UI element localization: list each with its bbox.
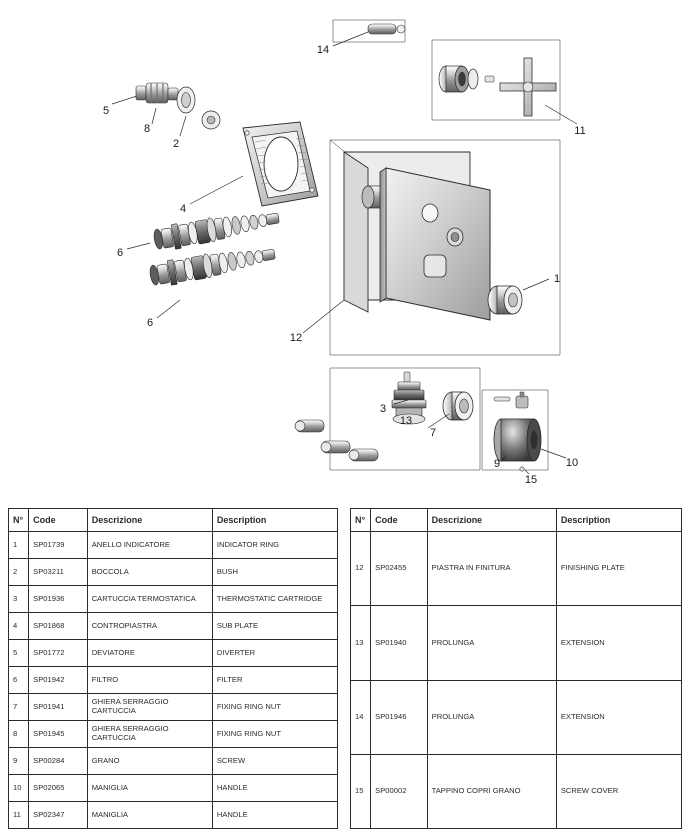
cell-description: THERMOSTATIC CARTRIDGE <box>212 586 337 613</box>
callout-2: 2 <box>172 138 180 150</box>
parts-tables <box>0 508 698 829</box>
cell-descrizione: MANIGLIA <box>87 775 212 802</box>
cell-descrizione: TAPPINO COPRI GRANO <box>427 754 556 828</box>
callout-8: 8 <box>143 123 151 135</box>
cell-code: SP01739 <box>29 532 88 559</box>
cell-number: 5 <box>9 640 29 667</box>
cell-description: BUSH <box>212 559 337 586</box>
cell-code: SP03211 <box>29 559 88 586</box>
callout-10: 10 <box>565 457 579 469</box>
cell-code: SP02065 <box>29 775 88 802</box>
cell-code: SP01940 <box>371 606 428 680</box>
cell-description: HANDLE <box>212 775 337 802</box>
cell-number: 7 <box>9 694 29 721</box>
table-header-row <box>9 509 338 532</box>
callout-6-lower: 6 <box>146 317 154 329</box>
cell-code: SP02455 <box>371 532 428 606</box>
part-fixing-ring-nut-7 <box>443 392 473 420</box>
cell-code: SP01945 <box>29 721 88 748</box>
header-code: Code <box>371 509 428 532</box>
table-row <box>351 680 682 754</box>
cell-code: SP01772 <box>29 640 88 667</box>
table-row <box>351 532 682 606</box>
cell-descrizione: GRANO <box>87 748 212 775</box>
cell-code: SP01941 <box>29 694 88 721</box>
cell-number: 10 <box>9 775 29 802</box>
cell-description: DIVERTER <box>212 640 337 667</box>
header-number: N° <box>351 509 371 532</box>
cell-number: 15 <box>351 754 371 828</box>
header-description: Description <box>556 509 681 532</box>
table-row <box>9 559 338 586</box>
cell-description: FIXING RING NUT <box>212 721 337 748</box>
cell-description: EXTENSION <box>556 680 681 754</box>
header-descrizione: Descrizione <box>87 509 212 532</box>
cell-description: HANDLE <box>212 802 337 829</box>
cell-number: 3 <box>9 586 29 613</box>
cell-descrizione: MANIGLIA <box>87 802 212 829</box>
part-extension-14 <box>333 20 405 46</box>
cell-description: INDICATOR RING <box>212 532 337 559</box>
callout-6-upper: 6 <box>116 247 124 259</box>
cell-description: EXTENSION <box>556 606 681 680</box>
cell-descrizione: GHIERA SERRAGGIO CARTUCCIA <box>87 694 212 721</box>
cell-number: 1 <box>9 532 29 559</box>
part-fixing-ring-nut-8 <box>177 87 195 113</box>
cell-descrizione: ANELLO INDICATORE <box>87 532 212 559</box>
callout-3: 3 <box>379 403 387 415</box>
cell-code: SP01946 <box>371 680 428 754</box>
cell-descrizione: PROLUNGA <box>427 606 556 680</box>
cell-descrizione: FILTRO <box>87 667 212 694</box>
cell-number: 14 <box>351 680 371 754</box>
table-row <box>9 586 338 613</box>
cell-description: FINISHING PLATE <box>556 532 681 606</box>
cartridge-stack-lower <box>148 242 276 318</box>
table-row <box>9 748 338 775</box>
callout-12: 12 <box>289 332 303 344</box>
part-bush <box>202 111 220 129</box>
table-row <box>351 754 682 828</box>
handle-11-group <box>432 40 577 124</box>
callout-13: 13 <box>399 415 413 427</box>
cell-descrizione: GHIERA SERRAGGIO CARTUCCIA <box>87 721 212 748</box>
part-diverter <box>136 83 178 103</box>
cell-code: SP01868 <box>29 613 88 640</box>
part-sub-plate <box>190 122 318 206</box>
cell-description: FILTER <box>212 667 337 694</box>
cell-number: 11 <box>9 802 29 829</box>
table-row <box>9 613 338 640</box>
parts-table-left <box>8 508 338 829</box>
table-row <box>351 606 682 680</box>
cell-code: SP00284 <box>29 748 88 775</box>
callout-1: 1 <box>553 273 561 285</box>
cell-number: 9 <box>9 748 29 775</box>
cell-number: 12 <box>351 532 371 606</box>
cell-descrizione: BOCCOLA <box>87 559 212 586</box>
diverter-assembly-group <box>112 83 220 136</box>
part-extension-13 <box>295 420 378 461</box>
cell-descrizione: CARTUCCIA TERMOSTATICA <box>87 586 212 613</box>
main-body-group <box>303 140 560 355</box>
header-number: N° <box>9 509 29 532</box>
cell-number: 4 <box>9 613 29 640</box>
cell-descrizione: CONTROPIASTRA <box>87 613 212 640</box>
part-indicator-ring <box>488 286 522 314</box>
cell-number: 6 <box>9 667 29 694</box>
table-header-row <box>351 509 682 532</box>
cartridge-stack-upper <box>127 206 281 252</box>
callout-9: 9 <box>493 458 501 470</box>
cell-number: 2 <box>9 559 29 586</box>
cell-description: SUB PLATE <box>212 613 337 640</box>
cell-descrizione: PROLUNGA <box>427 680 556 754</box>
table-row <box>9 802 338 829</box>
cell-code: SP02347 <box>29 802 88 829</box>
cell-description: FIXING RING NUT <box>212 694 337 721</box>
table-row <box>9 721 338 748</box>
callout-14: 14 <box>316 44 330 56</box>
table-row <box>9 775 338 802</box>
cell-number: 8 <box>9 721 29 748</box>
table-row <box>9 667 338 694</box>
callout-4: 4 <box>179 203 187 215</box>
callout-5: 5 <box>102 105 110 117</box>
cell-number: 13 <box>351 606 371 680</box>
cell-descrizione: DEVIATORE <box>87 640 212 667</box>
callout-15: 15 <box>524 474 538 486</box>
cell-descrizione: PIASTRA IN FINITURA <box>427 532 556 606</box>
cell-code: SP01936 <box>29 586 88 613</box>
table-row <box>9 694 338 721</box>
header-code: Code <box>29 509 88 532</box>
header-description: Description <box>212 509 337 532</box>
table-row <box>9 640 338 667</box>
table-row <box>9 532 338 559</box>
cell-description: SCREW <box>212 748 337 775</box>
part-handle-knob <box>494 419 541 461</box>
callout-11: 11 <box>574 125 586 137</box>
header-descrizione: Descrizione <box>427 509 556 532</box>
cell-description: SCREW COVER <box>556 754 681 828</box>
cell-code: SP00002 <box>371 754 428 828</box>
cell-code: SP01942 <box>29 667 88 694</box>
callout-7: 7 <box>429 427 437 439</box>
thermostatic-cartridge-group <box>295 368 480 470</box>
parts-table-right <box>350 508 682 829</box>
